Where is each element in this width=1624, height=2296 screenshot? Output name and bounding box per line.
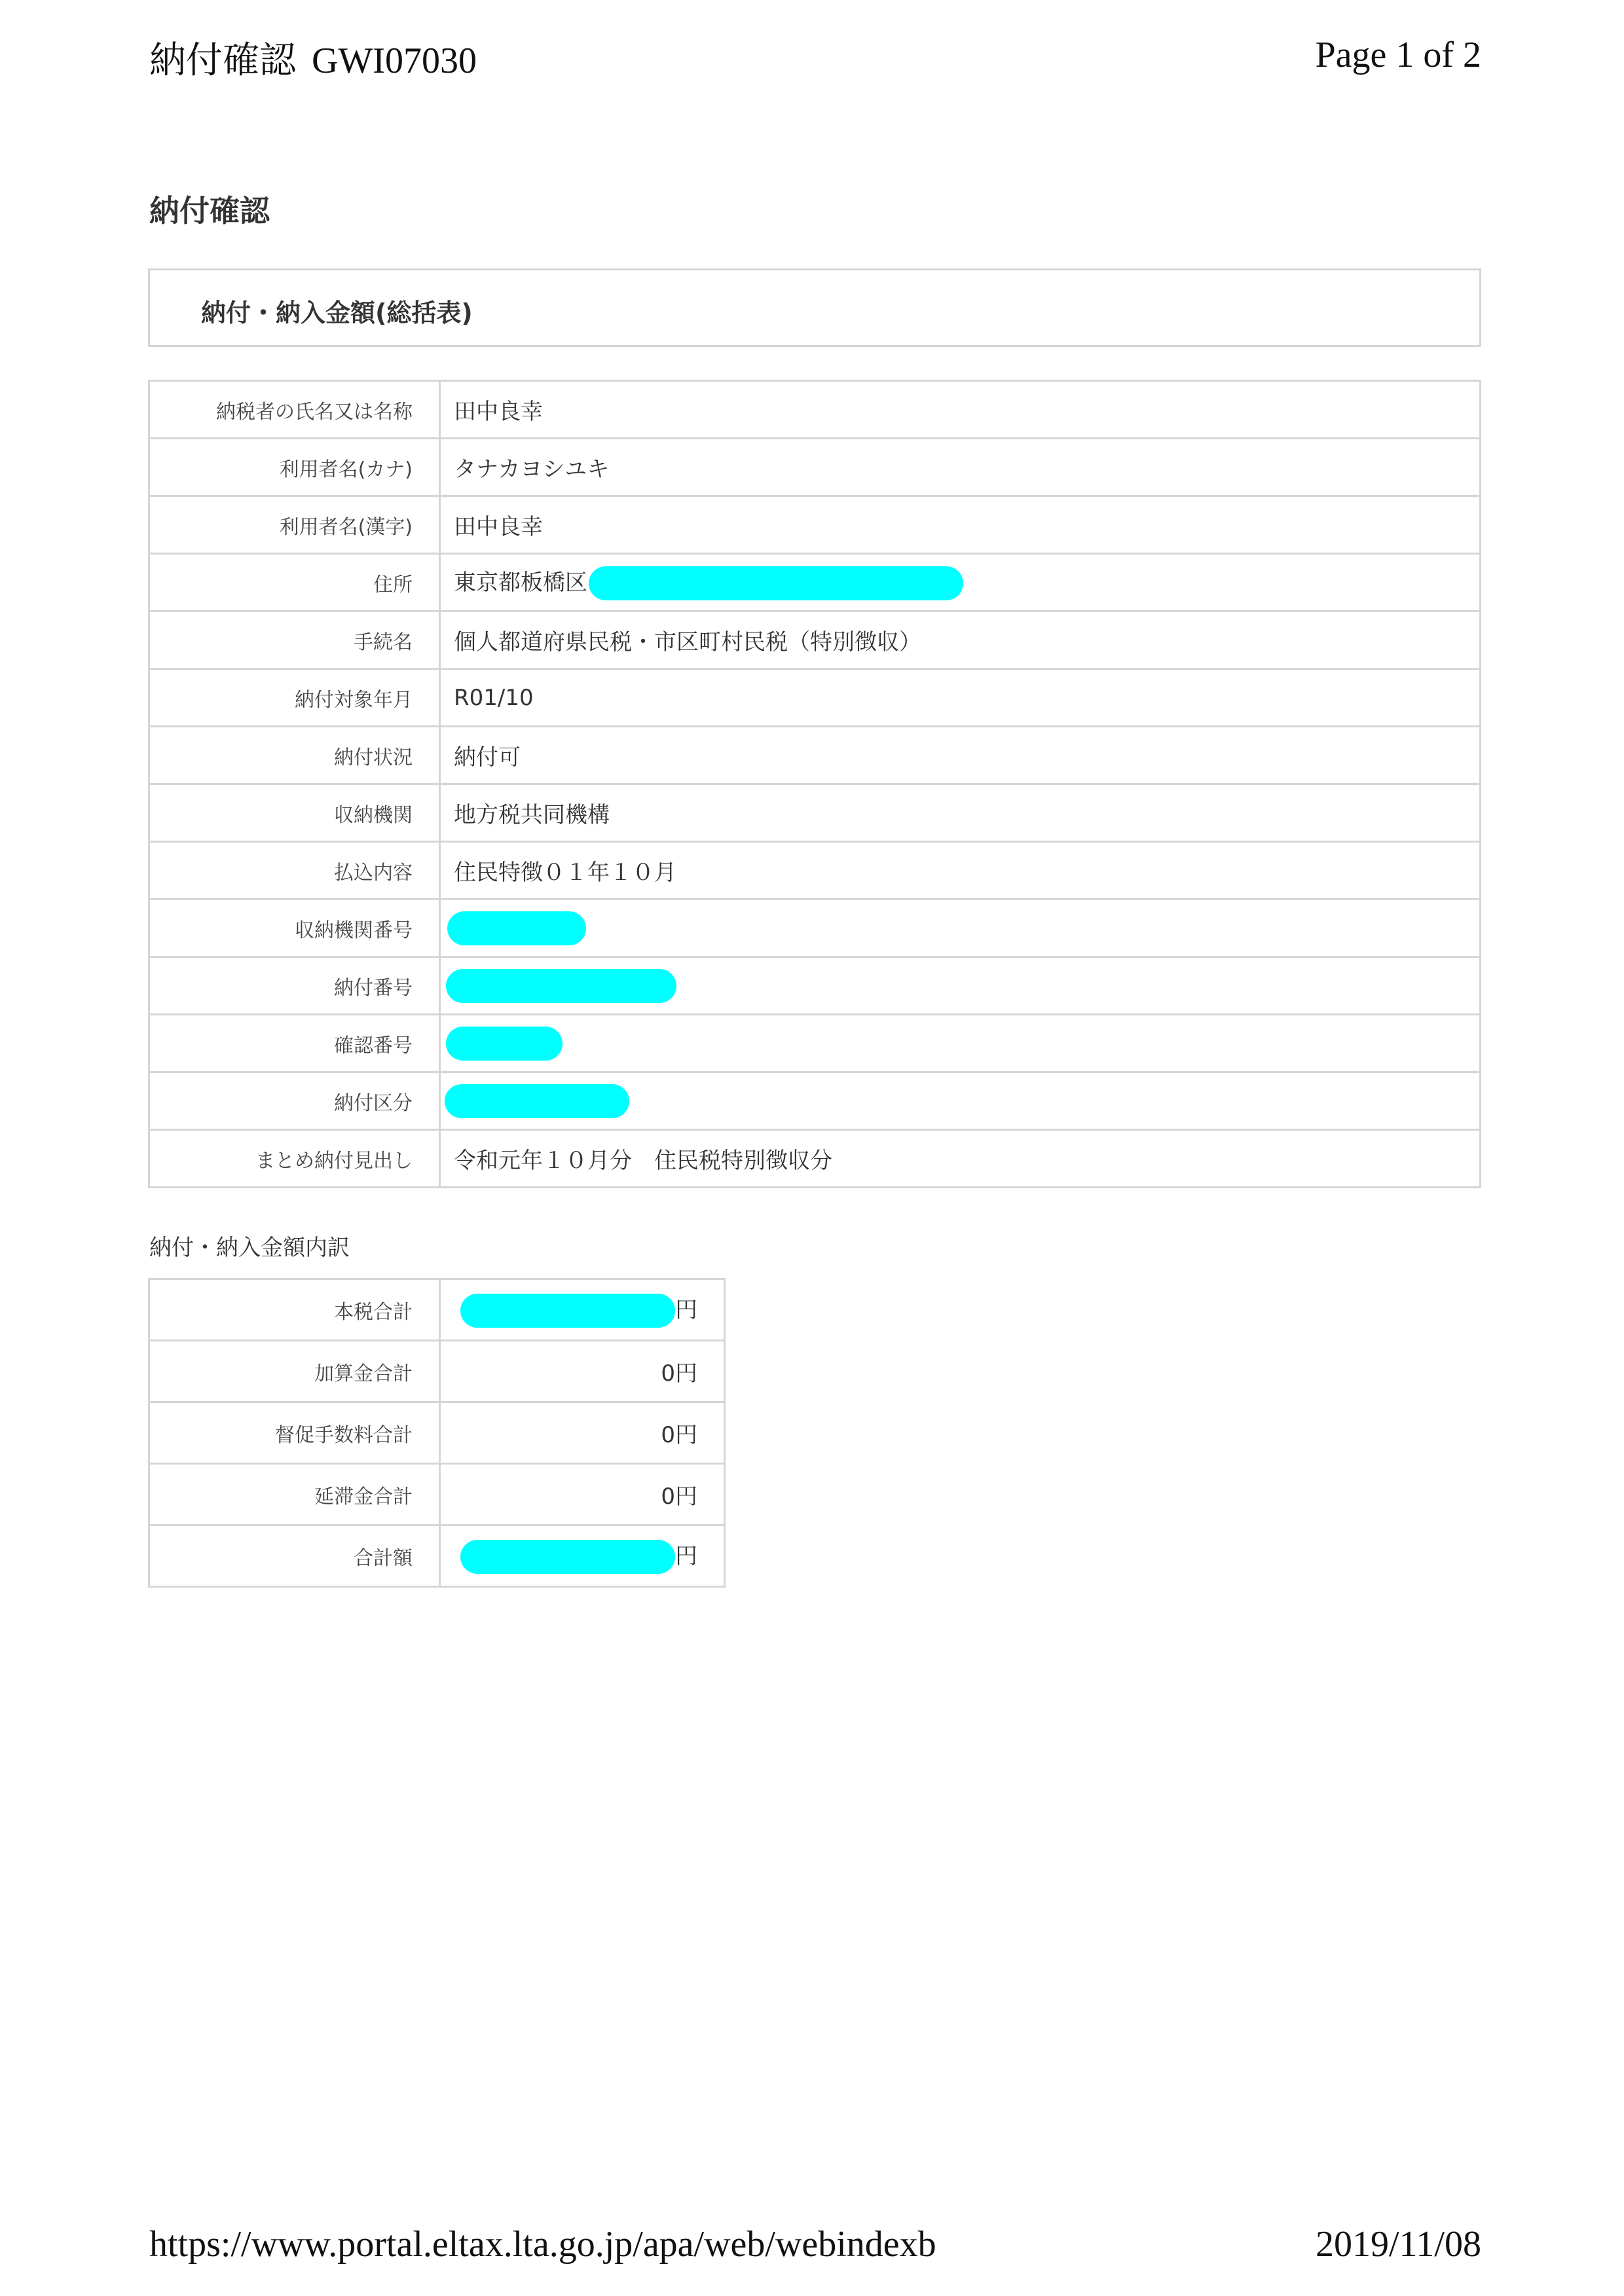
row-value-procedure: 個人都道府県民税・市区町村民税（特別徴収） xyxy=(440,611,1481,669)
page-counter: Page 1 of 2 xyxy=(1315,35,1481,75)
summary-title: 納付・納入金額(総括表) xyxy=(201,299,473,327)
yen-unit: 円 xyxy=(675,1542,697,1569)
row-label-agency-number: 収納機関番号 xyxy=(149,900,440,957)
row-label-confirmation-number: 確認番号 xyxy=(149,1015,440,1072)
table-row xyxy=(149,1279,725,1341)
row-value-grand-total xyxy=(440,1525,725,1587)
row-label-delinquency-total: 延滞金合計 xyxy=(149,1464,440,1525)
header-title-text: 納付確認 xyxy=(149,39,296,82)
row-label-user-kanji: 利用者名(漢字) xyxy=(149,496,440,554)
row-label-address: 住所 xyxy=(149,554,440,611)
payment-info-table xyxy=(148,380,1481,1188)
row-value-base-tax-total xyxy=(440,1279,725,1341)
row-value-reminder-fee-total: 0円 xyxy=(440,1402,725,1464)
row-label-surcharge-total: 加算金合計 xyxy=(149,1341,440,1402)
row-value-surcharge-total: 0円 xyxy=(440,1341,725,1402)
row-label-payment-category: 納付区分 xyxy=(149,1072,440,1130)
row-label-grand-total: 合計額 xyxy=(149,1525,440,1587)
footer-date: 2019/11/08 xyxy=(1315,2224,1481,2265)
table-row xyxy=(149,439,1481,496)
table-row xyxy=(149,900,1481,957)
table-row xyxy=(149,669,1481,727)
redaction-mark xyxy=(460,1294,675,1328)
footer-url: https://www.portal.eltax.lta.go.jp/apa/web/webindexb xyxy=(149,2224,936,2265)
row-label-bulk-heading: まとめ納付見出し xyxy=(149,1130,440,1188)
row-value-taxpayer-name: 田中良幸 xyxy=(440,381,1481,439)
row-label-payment-status: 納付状況 xyxy=(149,727,440,784)
row-value-user-kanji: 田中良幸 xyxy=(440,496,1481,554)
page-title: 納付確認 xyxy=(149,193,270,228)
row-label-target-month: 納付対象年月 xyxy=(149,669,440,727)
summary-panel xyxy=(148,268,1481,347)
table-row xyxy=(149,611,1481,669)
table-row xyxy=(149,1464,725,1525)
table-row xyxy=(149,1525,725,1587)
document-header-title xyxy=(149,31,477,84)
row-value-collecting-agency: 地方税共同機構 xyxy=(440,784,1481,842)
row-label-base-tax-total: 本税合計 xyxy=(149,1279,440,1341)
row-value-bulk-heading: 令和元年１０月分 住民税特別徴収分 xyxy=(440,1130,1481,1188)
row-value-payment-content: 住民特徴０１年１０月 xyxy=(440,842,1481,900)
row-label-payment-number: 納付番号 xyxy=(149,957,440,1015)
row-value-delinquency-total: 0円 xyxy=(440,1464,725,1525)
row-label-user-kana: 利用者名(カナ) xyxy=(149,439,440,496)
header-screen-code: GWI07030 xyxy=(312,41,477,81)
table-row xyxy=(149,381,1481,439)
row-value-confirmation-number xyxy=(440,1015,1481,1072)
row-value-payment-status: 納付可 xyxy=(440,727,1481,784)
table-row xyxy=(149,842,1481,900)
table-row xyxy=(149,1130,1481,1188)
breakdown-heading: 納付・納入金額内訳 xyxy=(149,1235,350,1261)
row-value-payment-number xyxy=(440,957,1481,1015)
table-row xyxy=(149,1341,725,1402)
row-value-user-kana: タナカヨシユキ xyxy=(440,439,1481,496)
row-label-taxpayer-name: 納税者の氏名又は名称 xyxy=(149,381,440,439)
address-text: 東京都板橋区 xyxy=(454,569,587,596)
row-label-reminder-fee-total: 督促手数料合計 xyxy=(149,1402,440,1464)
table-row xyxy=(149,727,1481,784)
table-row xyxy=(149,1402,725,1464)
redaction-mark xyxy=(589,566,963,600)
row-label-payment-content: 払込内容 xyxy=(149,842,440,900)
table-row xyxy=(149,1072,1481,1130)
row-label-collecting-agency: 収納機関 xyxy=(149,784,440,842)
row-value-agency-number xyxy=(440,900,1481,957)
amount-breakdown-table xyxy=(148,1278,726,1588)
table-row xyxy=(149,957,1481,1015)
row-label-procedure: 手続名 xyxy=(149,611,440,669)
table-row xyxy=(149,496,1481,554)
redaction-mark xyxy=(460,1540,675,1574)
redaction-mark xyxy=(445,1084,629,1118)
redaction-mark xyxy=(447,911,586,945)
row-value-address xyxy=(440,554,1481,611)
table-row xyxy=(149,784,1481,842)
yen-unit: 円 xyxy=(675,1296,697,1323)
table-row xyxy=(149,1015,1481,1072)
table-row xyxy=(149,554,1481,611)
row-value-target-month: R01/10 xyxy=(440,669,1481,727)
redaction-mark xyxy=(446,1027,563,1061)
row-value-payment-category xyxy=(440,1072,1481,1130)
redaction-mark xyxy=(446,969,676,1003)
